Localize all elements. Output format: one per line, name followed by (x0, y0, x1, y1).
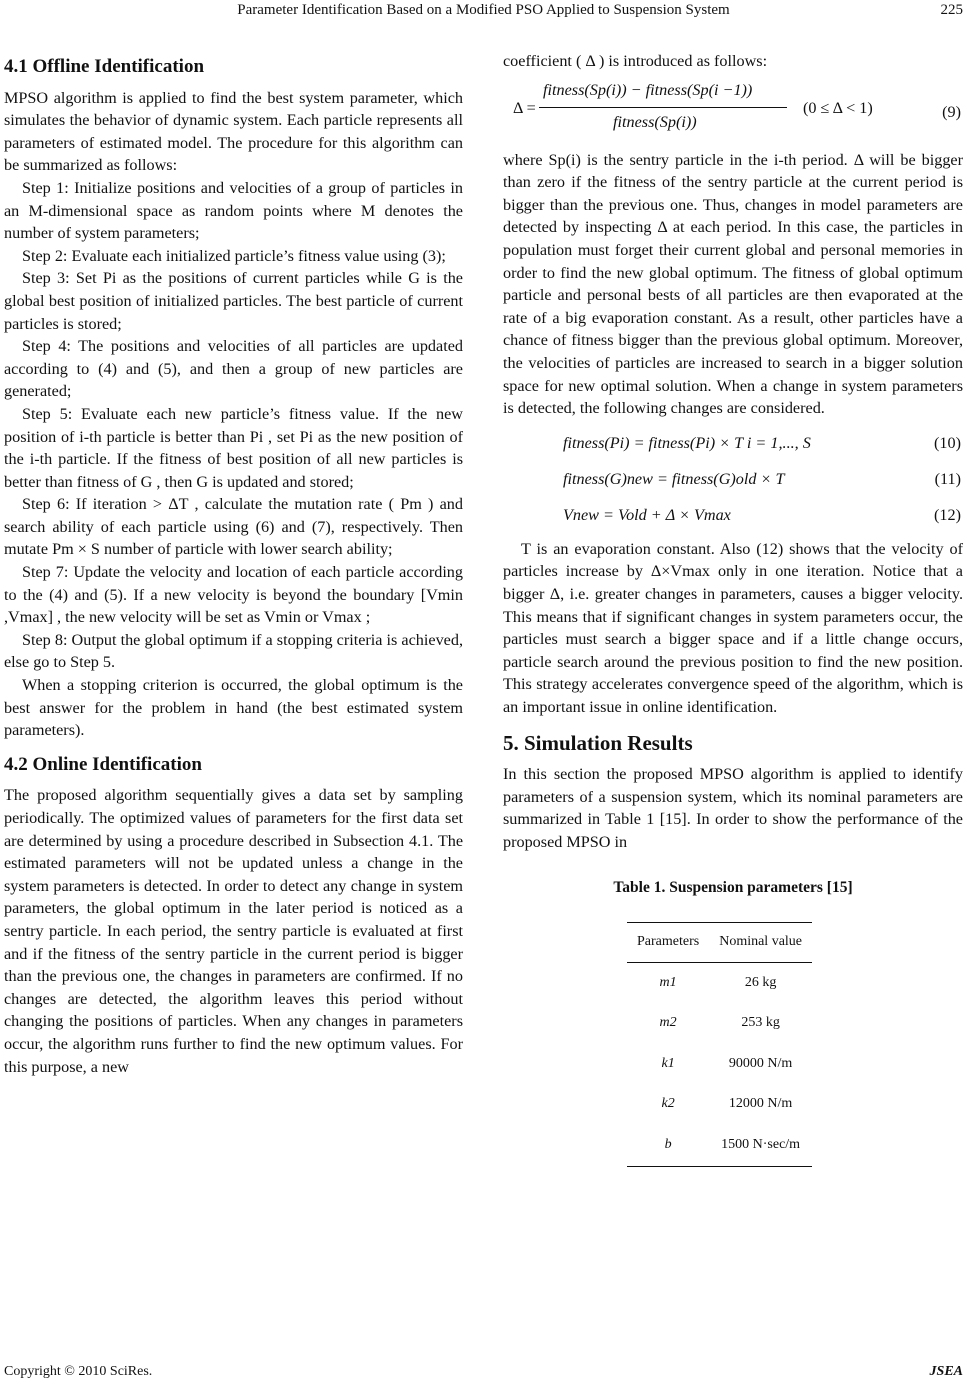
step-7: Step 7: Update the velocity and location of each particle according to the (4) and (5). If a new velocity is beyond the boundary [Vmin ,Vmax] , the new velocity will be set as Vmin or Vmax ; (4, 563, 463, 627)
paragraph: where Sp(i) is the sentry particle in the i-th period. Δ will be bigger than zero if the fitness of the sentry particle at the current period is bigger than the previous one. Thus, changes in model parameters are detected by inspecting Δ at each period. In this case, the particles in population must forget their current global and personal memories in order to find the new global optimum. The fitness of global optimum particle and personal bests of all particles are then evaporated at the rate of a big evaporation constant. As a result, other particles have a chance of fitness bigger than the previous global optimum. Moreover, the velocities of particles are increased to search in a bigger solution space for new optimal solution. When a change in system parameters is detected, the following changes are considered. (503, 150, 963, 418)
journal-name: JSEA (929, 1364, 963, 1379)
table-row (627, 1044, 812, 1085)
step-6: Step 6: If iteration > ΔT , calculate the mutation rate ( Pm ) and search ability of each particle using (6) and (7), respectively. Then mutate Pm × S number of particle with lower search ability; (4, 495, 463, 559)
fraction-bar (539, 107, 787, 108)
equation-11-body: fitness(G)new = fitness(G)old × T (563, 469, 785, 488)
table-row (627, 1003, 812, 1044)
equation-9-denominator: fitness(Sp(i)) (613, 112, 697, 131)
paragraph: coefficient ( Δ ) is introduced as follows: (503, 52, 768, 70)
table-caption: Table 1. Suspension parameters [15] (613, 879, 853, 897)
paragraph: In this section the proposed MPSO algorithm is applied to identify parameters of a suspension system, which its nominal parameters are summarized in Table 1 [15]. In order to show the performance of the proposed MPSO in (503, 765, 963, 851)
step-5: Step 5: Evaluate each new particle’s fitness value. If the new position of i-th particle is better than Pi , set Pi as the new position of the i-th particle. If the fitness of best position of all new particles is better than fitness of G , then G is updated and stored; (4, 404, 463, 491)
table-cell: k2 (661, 1096, 675, 1112)
step-1: Step 1: Initialize positions and velocities of a group of particles in an M-dimensional space as random points where M denotes the number of system parameters; (4, 178, 463, 243)
equation-9 (503, 79, 963, 141)
equation-number: (11) (934, 469, 961, 488)
equation-9-condition: (0 ≤ Δ < 1) (803, 98, 873, 117)
equation-number: (9) (942, 102, 961, 121)
step-4: Step 4: The positions and velocities of all particles are updated according to (4) and (5), and then a group of new particles are generated; (4, 337, 463, 401)
table-cell: 1500 N·sec/m (709, 1125, 812, 1166)
equation-number: (10) (934, 433, 961, 452)
parameters-table (627, 922, 812, 1167)
column-header: Nominal value (709, 923, 812, 963)
equation-11 (503, 464, 963, 494)
column-header: Parameters (627, 923, 709, 963)
table-cell: 90000 N/m (728, 1055, 793, 1071)
running-header (0, 0, 967, 24)
step-3: Step 3: Set Pi as the positions of current particles while G is the global best position of initialized particles. The best particle of current particles is stored; (4, 269, 463, 333)
section-5-heading: 5. Simulation Results (503, 731, 693, 756)
running-title: Parameter Identification Based on a Modified PSO Applied to Suspension System (237, 2, 730, 18)
table-row (627, 962, 812, 1003)
equation-10-body: fitness(Pi) = fitness(Pi) × T i = 1,..., S (563, 433, 811, 452)
page-number: 225 (940, 2, 963, 18)
paragraph: MPSO algorithm is applied to find the best system parameter, which simulates the behavior of dynamic system. Each particle represents all parameters of estimated model. The procedure for this algorithm can be summarized as follows: (4, 88, 463, 175)
step-8: Step 8: Output the global optimum if a stopping criteria is achieved, else go to Step 5. (4, 630, 463, 672)
table-cell: b (627, 1125, 709, 1166)
page-footer (4, 1364, 963, 1380)
step-2: Step 2: Evaluate each initialized particle’s fitness value using (3); (22, 246, 446, 265)
table-header-row (627, 923, 812, 963)
equation-12-body: Vnew = Vold + Δ × Vmax (563, 505, 731, 524)
equation-number: (12) (934, 505, 961, 524)
paragraph: T is an evaporation constant. Also (12) shows that the velocity of particles increase by Δ×Vmax only in one iteration. Notice that a bigger Δ, i.e. greater changes in parameters, causes a bigger velocity. This means that if significant changes in system parameters occur, the particles must search a bigger space and if a little change occurs, particle search around the previous position to find the new position. This strategy accelerates convergence speed of the algorithm, which is an important issue in online identification. (503, 539, 963, 716)
table-cell: k1 (661, 1055, 675, 1071)
section-4-2-heading: 4.2 Online Identification (4, 753, 202, 775)
copyright: Copyright © 2010 SciRes. (4, 1364, 153, 1379)
equation-12 (503, 500, 963, 530)
table-cell: m1 (659, 974, 677, 990)
equation-9-lhs: Δ = (513, 98, 536, 117)
section-4-1-heading: 4.1 Offline Identification (4, 56, 205, 77)
left-column (4, 50, 463, 1078)
paragraph: The proposed algorithm sequentially gives a data set by sampling periodically. The optimized values of parameters for the first data set are determined by using a procedure described in Subsection 4.1. The estimated parameters will not be updated unless a change in the system parameters is detected. In order to detect any change in system parameters, the global optimum in the later period is noticed as a sentry particle. In each period, the sentry particle is evaluated at first and if the fitness of the sentry particle in the current period is bigger than the previous one, the changes in parameters are confirmed. If no changes are detected, the algorithm leaves this period without changing the positions of particles. When any changes in parameters occur, the algorithm runs further to find the new optimum values. For this purpose, a new (4, 786, 463, 1076)
equation-10 (503, 428, 963, 458)
equation-9-numerator: fitness(Sp(i)) − fitness(Sp(i −1)) (543, 80, 753, 99)
table-cell: m2 (659, 1015, 677, 1031)
right-column (503, 50, 963, 1167)
table-row (627, 1125, 812, 1166)
table-cell: 12000 N/m (728, 1096, 793, 1112)
paragraph: When a stopping criterion is occurred, the global optimum is the best answer for the problem in hand (the best estimated system parameters). (4, 676, 463, 740)
table-row (627, 1084, 812, 1125)
table-cell: 26 kg (744, 974, 777, 990)
table-cell: 253 kg (741, 1015, 780, 1031)
